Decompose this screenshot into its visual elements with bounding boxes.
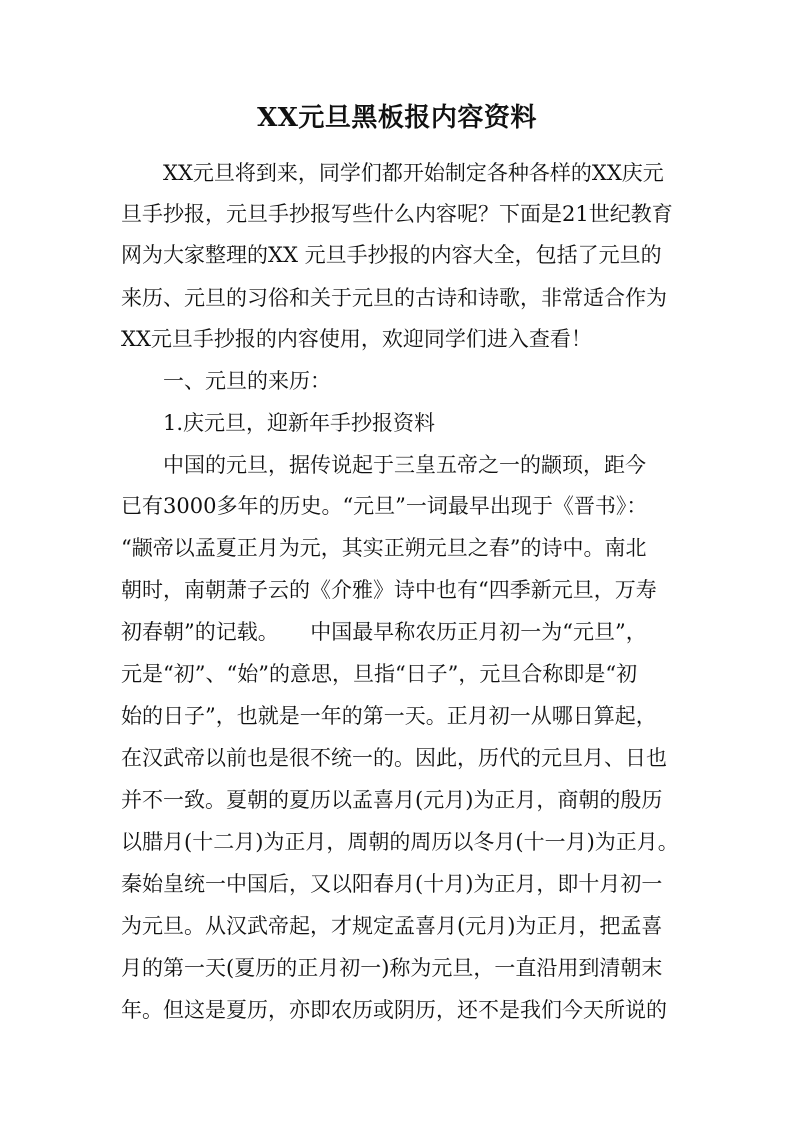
body-line: XX元旦将到来，同学们都开始制定各种各样的XX庆元: [121, 161, 664, 185]
body-line: XX元旦手抄报的内容使用，欢迎同学们进入查看！: [121, 327, 592, 351]
body-line: “颛帝以孟夏正月为元，其实正朔元旦之春”的诗中。南北: [121, 536, 647, 560]
body-line: 月的第一天(夏历的正月初一)称为元旦，一直沿用到清朝末: [121, 956, 663, 980]
body-line: 旦手抄报，元旦手抄报写些什么内容呢？下面是21世纪教育: [121, 202, 673, 226]
body-line: 已有3000多年的历史。“元旦”一词最早出现于《晋书》：: [121, 494, 648, 518]
body-line: 秦始皇统一中国后，又以阳春月(十月)为正月，即十月初一: [121, 872, 663, 896]
body-line: 为元旦。从汉武帝起，才规定孟喜月(元月)为正月，把孟喜: [121, 914, 663, 938]
body-line: 以腊月(十二月)为正月，周朝的周历以冬月(十一月)为正月。: [121, 830, 679, 854]
body-line: 并不一致。夏朝的夏历以孟喜月(元月)为正月，商朝的殷历: [121, 788, 663, 812]
body-line: 来历、元旦的习俗和关于元旦的古诗和诗歌，非常适合作为: [121, 286, 667, 310]
document-title: XX元旦黑板报内容资料: [257, 103, 537, 133]
body-line: 朝时，南朝萧子云的《介雅》诗中也有“四季新元旦，万寿: [121, 578, 657, 602]
body-line: 中国的元旦，据传说起于三皇五帝之一的颛顼，距今: [121, 453, 646, 477]
body-line: 元是“初”、“始”的意思，旦指“日子”，元旦合称即是“初: [121, 662, 638, 686]
body-line: 在汉武帝以前也是很不统一的。因此，历代的元旦月、日也: [121, 746, 667, 770]
body-line: 网为大家整理的XX 元旦手抄报的内容大全，包括了元旦的: [121, 243, 662, 267]
subsection-heading: 1.庆元旦，迎新年手抄报资料: [121, 411, 436, 435]
body-line: 始的日子”，也就是一年的第一天。正月初一从哪日算起，: [121, 704, 657, 728]
body-line: 年。但这是夏历，亦即农历或阴历，还不是我们今天所说的: [121, 998, 667, 1022]
section-heading: 一、元旦的来历：: [121, 369, 331, 393]
body-line: 初春朝”的记载。 中国最早称农历正月初一为“元旦”，: [121, 620, 647, 644]
